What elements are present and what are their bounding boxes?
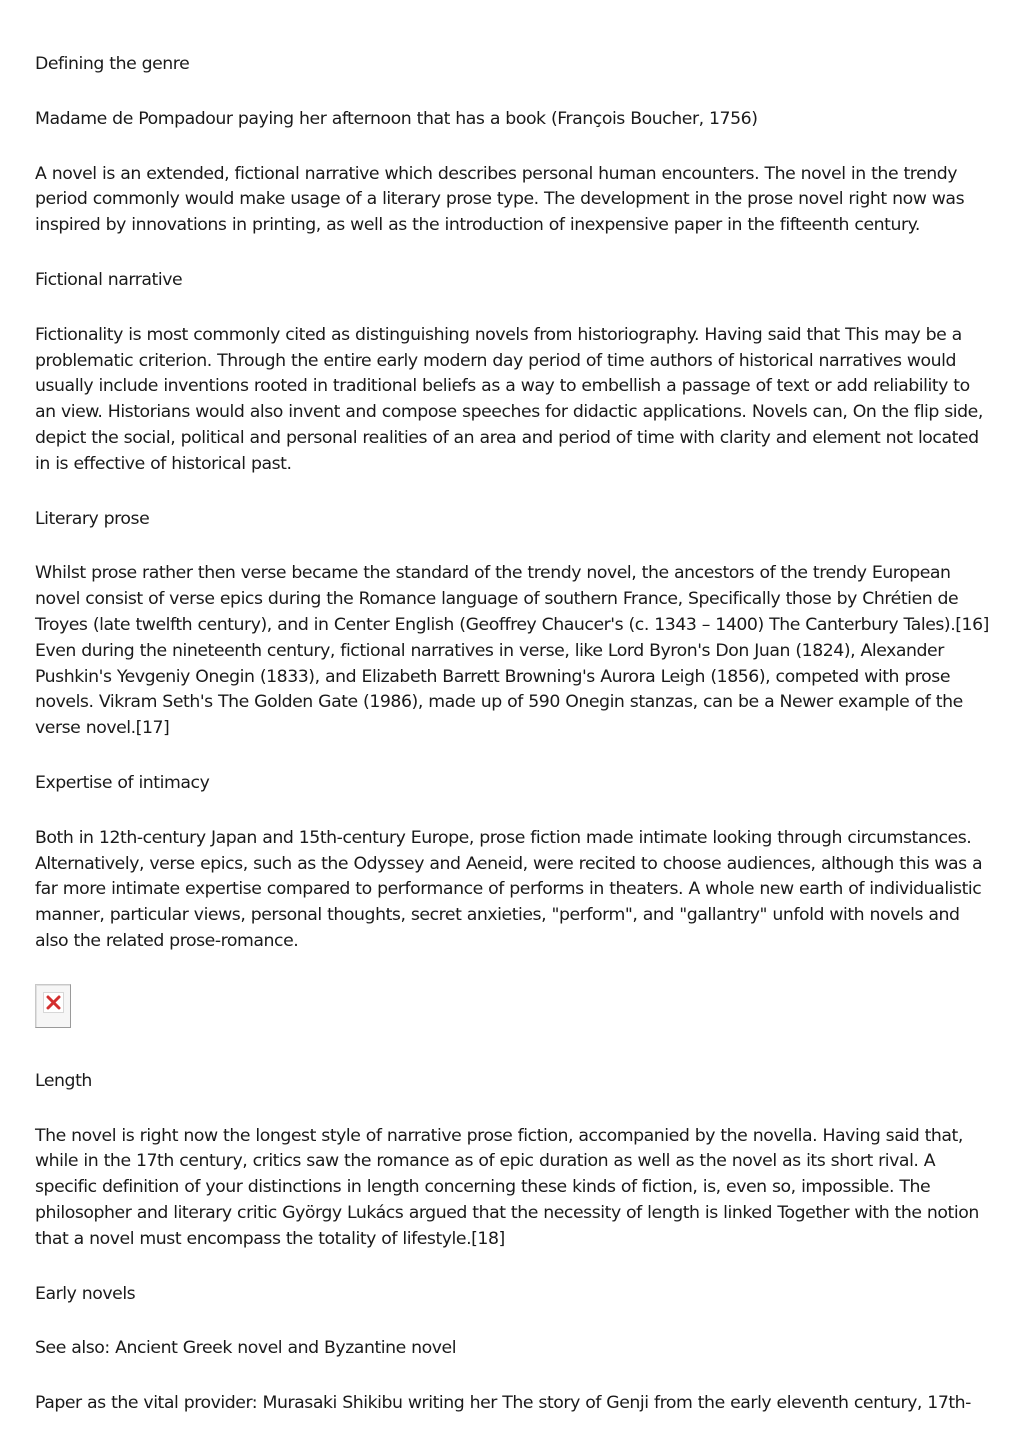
section-heading-early-novels: Early novels [35,1283,136,1304]
broken-image-frame [43,992,64,1013]
paragraph-prose-verse: Whilst prose rather then verse became the standard of the trendy novel, the ancestors of the trendy European novel consist of verse epics during the Romance language of southern France, Specifically those by Chrétien de Troyes (late twelfth century), and in Center English (Geoffrey Chaucer's (c. 1343 – 1400) The Canterbury Tales).[16] Even during the nineteenth century, fictional narratives in verse, like Lord Byron's Don Juan (1824), Alexander Pushkin's Yevgeniy Onegin (1833), and Elizabeth Barrett Browning's Aurora Leigh (1856), competed with prose novels. Vikram Seth's The Golden Gate (1986), made up of 590 Onegin stanzas, can be a Newer example of the verse novel.[17] [35,563,989,739]
section-heading-literary-prose: Literary prose [35,508,150,529]
paragraph-length: The novel is right now the longest style of narrative prose fiction, accompanied by the novella. Having said that, while in the 17th century, critics saw the romance as of epic duration as well as the novel as its short rival. A specific definition of your distinctions in length concerning these kinds of fiction, is, even so, impossible. The philosopher and literary critic György Lukács argued that the necessity of length is linked Together with the notion that a novel must encompass the totality of lifestyle.[18] [35,1125,979,1249]
broken-image-icon [35,984,71,1028]
close-x-icon [46,995,61,1010]
section-heading-defining-genre: Defining the genre [35,54,190,74]
document-body [35,52,995,1446]
paragraph-intimacy: Both in 12th-century Japan and 15th-century Europe, prose fiction made intimate looking through circumstances. Alternatively, verse epics, such as the Odyssey and Aeneid, were recited to choose audiences, although this was a far more intimate expertise compared to performance of performs in theaters. A whole new earth of individualistic manner, particular views, personal thoughts, secret anxieties, "perform", and "gallantry" unfold with novels and also the related prose-romance. [35,827,983,951]
paragraph-paper-provider: Paper as the vital provider: Murasaki Shikibu writing her The story of Genji from the early eleventh century, 17th- [35,1393,971,1414]
paragraph-fictionality: Fictionality is most commonly cited as distinguishing novels from historiography. Having said that This may be a problematic criterion. Through the entire early modern day period of time authors of historical narratives would usually include inventions rooted in traditional beliefs as a way to embellish a passage of text or add reliability to an view. Historians would also invent and compose speeches for didactic applications. Novels can, On the flip side, depict the social, political and personal realities of an area and period of time with clarity and element not located in is effective of historical past. [35,324,983,474]
paragraph-novel-definition: A novel is an extended, fictional narrative which describes personal human encounters. The novel in the trendy period commonly would make usage of a literary prose type. The development in the prose novel right now was inspired by innovations in printing, as well as the introduction of inexpensive paper in the fifteenth century. [35,163,965,236]
image-caption-pompadour: Madame de Pompadour paying her afternoon that has a book (François Boucher, 1756) [35,108,758,129]
see-also-line: See also: Ancient Greek novel and Byzantine novel [35,1338,457,1359]
section-heading-intimacy: Expertise of intimacy [35,772,210,793]
section-heading-fictional-narrative: Fictional narrative [35,269,183,290]
section-heading-length: Length [35,1070,92,1091]
